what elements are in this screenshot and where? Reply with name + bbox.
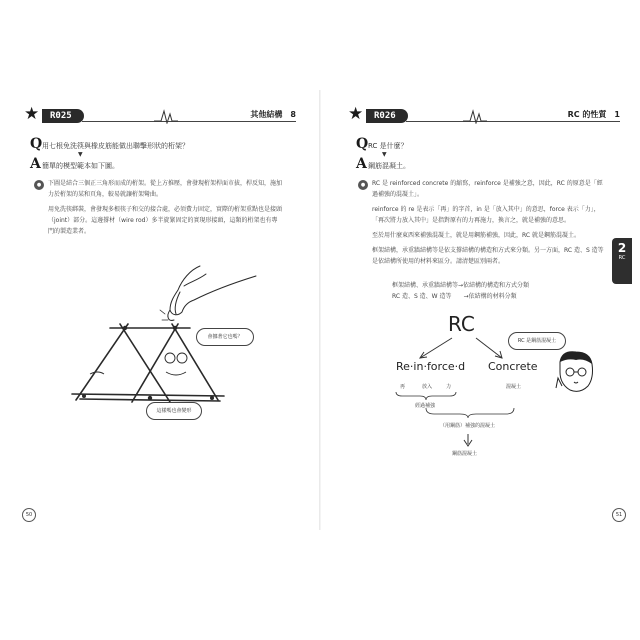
question-text: 用七根免洗筷與橡皮筋能做出聯擊形狀的桁架？ [42, 142, 189, 150]
q-marker: Q [30, 136, 43, 152]
label-in: 放入 [422, 384, 433, 390]
word-concrete: Concrete [488, 360, 538, 373]
answer-short: 鋼筋混凝土。 [368, 162, 410, 170]
a-marker: A [356, 156, 367, 172]
right-page [320, 0, 640, 640]
left-body [48, 178, 282, 241]
list-item: →依結構的材料分類 [463, 293, 517, 300]
label-result: 鋼筋混凝土 [452, 451, 478, 457]
chapter-tab [612, 238, 632, 284]
paragraph: 用免洗筷綁裝，會發現多根筷子和交的接合處，必須費力固定，實際的桁架重點也是接頭（joint）部分。這邊撐材（wire rod）多半旋緊固定的實現形接頭，這類的桁架也有專門的製造業者。 [48, 206, 283, 235]
list-item: RC 造、S 造、W 造等 [392, 293, 452, 300]
classification-list [392, 280, 612, 302]
paragraph: reinforce 的 re 是表示「再」的字首，in 是「放入其中」的意思，force 表示「力」，「再次將力放入其中」是指對原有的力再施力，換言之，就是補強的意思。 [372, 206, 600, 224]
label-reinforced: 經過補強 [415, 403, 436, 409]
pulse-icon [463, 108, 487, 124]
page-number: 50 [22, 508, 36, 522]
right-body [372, 178, 606, 271]
word-reinforced: Re·in·force·d [396, 360, 466, 373]
note-icon: ● [34, 180, 44, 190]
rc-title: RC [448, 312, 475, 336]
list-item: →依結構的構造和方式分類 [458, 282, 530, 289]
header-rule [406, 121, 620, 122]
section-title: RC 的性質 1 [564, 109, 620, 120]
question-text: RC 是什麼？ [368, 142, 408, 150]
right-header [348, 104, 620, 124]
speech-bubble: 會挪著它也嗎？ [196, 328, 254, 346]
star-icon: ★ [24, 104, 40, 124]
q-marker: Q [356, 136, 369, 152]
paragraph: 至於用什麼東西來補強混凝土，就是用鋼筋補強，因此，RC 就是鋼筋混凝土。 [372, 232, 580, 239]
header-rule [82, 121, 296, 122]
label-force: 力 [446, 384, 452, 390]
paragraph: RC 是 reinforced concrete 的縮寫，reinforce 是補強之意，因此，RC 的原意是「經過補強的混凝土」。 [372, 180, 603, 198]
answer-short: 簡單的模型範本如下圖。 [42, 162, 119, 170]
speech-bubble: RC 是鋼筋混凝土 [508, 332, 566, 350]
arrow-down-icon: ▼ [78, 151, 83, 158]
speech-bubble: 這樣嗎也會變形 [146, 402, 202, 420]
note-icon: ● [358, 180, 368, 190]
arrow-down-icon: ▼ [382, 151, 387, 158]
chapter-label: RC [618, 255, 626, 261]
entry-code: R025 [42, 109, 84, 123]
label-concrete: 混凝土 [506, 384, 522, 390]
pulse-icon [154, 108, 178, 124]
star-icon: ★ [348, 104, 364, 124]
paragraph: 框架結構，承重牆結構等是依支撐結構的構造和方式來分類。另一方面，RC 造、S 造等是依結構所使用的材料來區分。請清楚區別兩者。 [372, 247, 604, 265]
left-header [24, 104, 296, 124]
section-title: 其他結構 8 [246, 109, 296, 120]
label-rc-meaning: （用鋼筋）補強的混凝土 [440, 423, 496, 429]
brace-lines [390, 376, 550, 456]
chapter-number: 2 [617, 241, 627, 255]
paragraph: 下圖是結合三個正三角形而成的桁架。從上方推壓，會發現桁架桿面市拔，桿反知，施加力於桁架的某和頁角，較易就讓桁架彎曲。 [48, 180, 283, 198]
label-re: 再 [400, 384, 406, 390]
page-number: 51 [612, 508, 626, 522]
entry-code: R026 [366, 109, 408, 123]
list-item: 框架結構、承重牆結構等 [392, 282, 459, 289]
a-marker: A [30, 156, 41, 172]
character-face [552, 348, 598, 408]
